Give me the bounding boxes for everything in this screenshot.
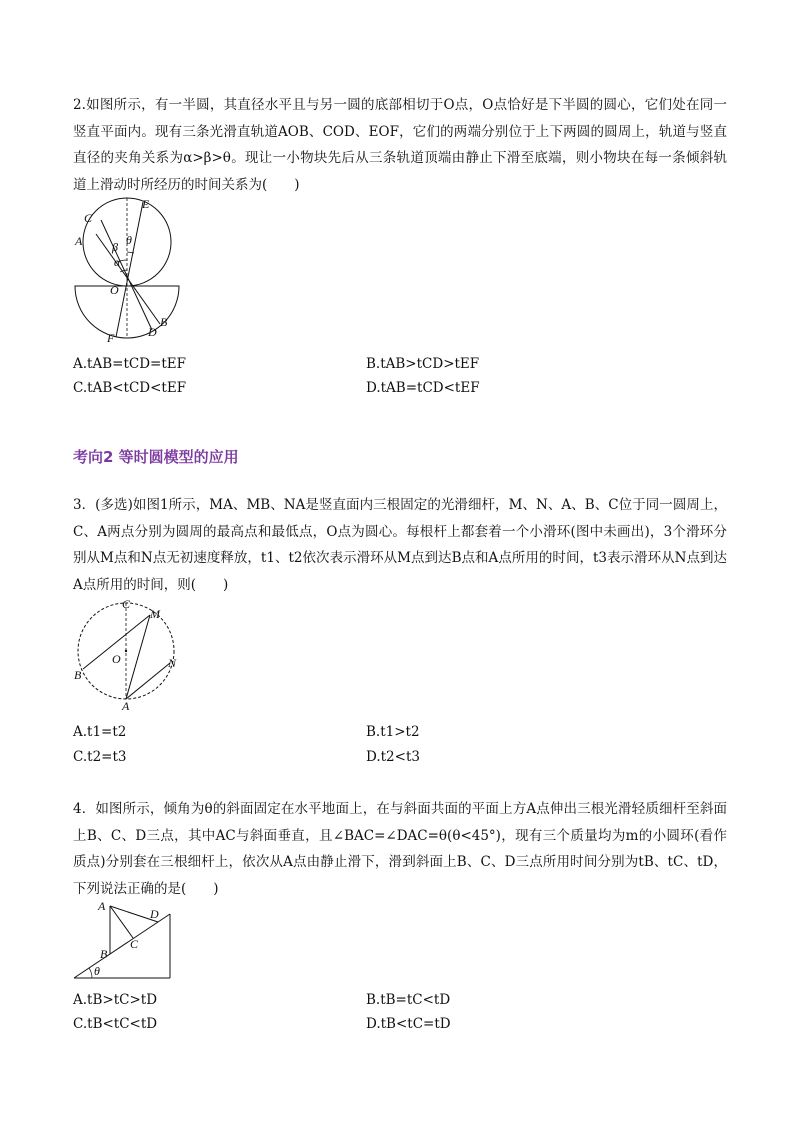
incline	[74, 914, 170, 978]
q4-option-b: B.tB=tC<tD	[366, 992, 451, 1008]
section-heading: 考向2 等时圆模型的应用	[73, 448, 239, 466]
label-beta: β	[112, 240, 118, 254]
label-M: M	[150, 607, 160, 621]
q2-option-c: C.tAB<tCD<tEF	[73, 380, 187, 396]
q2-stem: 2.如图所示，有一半圆，其直径水平且与另一圆的底部相切于O点，O点恰好是下半圆的圆心，它们处在同一竖直平面内。现有三条光滑直轨道AOB、COD、EOF，它们的两端分别位于上下两圆的圆周上，轨道与竖直直径的夹角关系为α>β>θ。现让一小物块先后从三条轨道顶端由静止下滑至底端，则小物块在每一条倾斜轨道上滑动时所经历的时间关系为( )	[73, 97, 727, 193]
q4-option-c: C.tB<tC<tD	[73, 1016, 158, 1032]
label-C: C	[130, 937, 139, 951]
label-O: O	[112, 652, 121, 666]
label-F: F	[107, 331, 115, 344]
q3-option-d: D.t2<t3	[366, 749, 420, 765]
q4-option-a: A.tB>tC>tD	[73, 992, 158, 1008]
label-C: C	[84, 211, 93, 225]
q4-option-d: D.tB<tC=tD	[366, 1016, 451, 1032]
rod-AC	[110, 906, 133, 938]
label-B: B	[100, 947, 108, 961]
q3-option-c: C.t2=t3	[73, 749, 127, 765]
q4-stem: 4．如图所示，倾角为θ的斜面固定在水平地面上，在与斜面共面的平面上方A点伸出三根光滑轻质细杆至斜面上B、C、D三点，其中AC与斜面垂直，且∠BAC=∠DAC=θ(θ<45°)，现有三个质量均为m的小圆环(看作质点)分别套在三根细杆上，依次从A点由静止滑下，滑到斜面上B、C、D三点所用时间分别为tB、tC、tD，下列说法正确的是( )	[73, 801, 727, 897]
q2-figure	[70, 196, 182, 344]
label-N: N	[168, 656, 177, 670]
label-alpha: α	[114, 255, 121, 269]
q3-figure	[70, 596, 186, 712]
q2-option-d: D.tAB=tCD<tEF	[366, 380, 480, 396]
label-E: E	[142, 197, 150, 211]
label-O: O	[110, 283, 119, 297]
q4-figure	[70, 896, 180, 982]
label-theta: θ	[126, 233, 132, 247]
q3-option-a: A.t1=t2	[73, 724, 127, 740]
label-B: B	[74, 668, 82, 682]
label-D: D	[148, 325, 157, 339]
track-EOF	[116, 202, 143, 337]
q3-option-b: B.t1>t2	[366, 724, 420, 740]
label-theta: θ	[94, 964, 100, 978]
label-A: A	[98, 899, 106, 913]
q3-stem: 3．(多选)如图1所示，MA、MB、NA是竖直面内三根固定的光滑细杆，M、N、A、B、C位于同一圆周上，C、A两点分别为圆周的最高点和最低点，O点为圆心。每根杆上都套着一个小滑环(图中未画出)，3个滑环分别从M点和N点无初速度释放，t1、t2依次表示滑环从M点到达B点和A点所用的时间，t3表示滑环从N点到达A点所用的时间，则( )	[73, 497, 727, 593]
label-B: B	[160, 315, 168, 329]
label-A: A	[122, 699, 130, 712]
q2-option-b: B.tAB>tCD>tEF	[366, 356, 480, 372]
q2-option-a: A.tAB=tCD=tEF	[73, 356, 186, 372]
label-A: A	[75, 234, 83, 248]
label-D: D	[150, 907, 159, 921]
label-C: C	[122, 597, 131, 611]
rod-MA	[126, 615, 150, 699]
